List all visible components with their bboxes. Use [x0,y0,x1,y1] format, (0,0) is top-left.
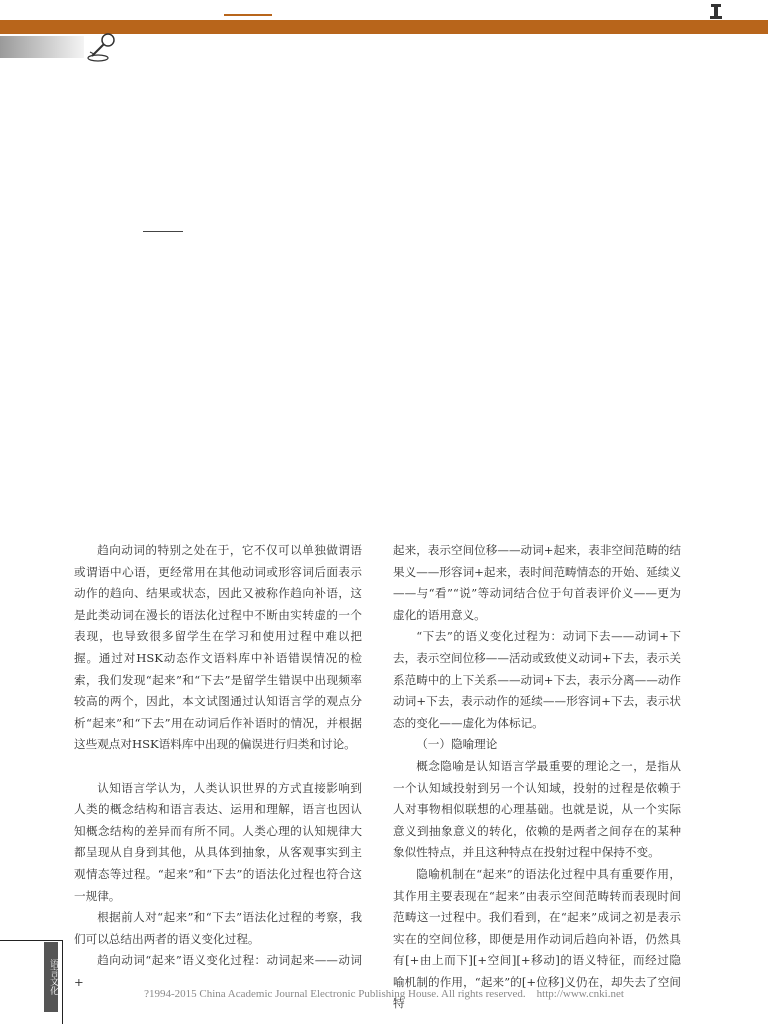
paragraph: 认知语言学认为，人类认识世界的方式直接影响到人类的概念结构和语言表达、运用和理解，语言也因认知概念结构的差异而有所不同。人类心理的认知规律大都呈现从自身到其他，从具体到抽象，从客观事实到主观情态等过程。“起来”和“下去”的语法化过程也符合这一规律。 [74,780,362,903]
paragraph: 趋向动词“起来”语义变化过程：动词起来——动词+ [74,953,362,989]
header-accent-line [224,14,272,16]
paragraph: 起来，表示空间位移——动词+起来，表非空间范畴的结果义——形容词+起来，表时间范畴情态的开始、延续义——与“看”“说”等动词结合位于句首表评价义——更为虚化的语用意义。 [393,543,681,622]
paragraph: 隐喻机制在“起来”的语法化过程中具有重要作用，其作用主要表现在“起来”由表示空间范畴转而表现时间范畴这一过程中。我们看到，在“起来”成词之初是表示实在的空间位移，即便是用作动词后趋向补语，仍然具有[+由上而下][+空间][+移动]的语义特征，而经过隐喻机制的作用，“起来”的[+位移]义仍在，却失去了空间特 [393,866,681,1011]
paragraph: 概念隐喻是认知语言学最重要的理论之一，是指从一个认知域投射到另一个认知域，投射的过程是依赖于人对事物相似联想的心理基础。也就是说，从一个实际意义到抽象意义的转化，依赖的是两者之间存在的某种象似性特点，并且这种特点在投射过程中保持不变。 [393,758,681,860]
page-ornament-icon [708,2,724,20]
copyright-footer: ?1994-2015 China Academic Journal Electronic Publishing House. All rights reserved. http://www.cnki.net [144,988,624,1000]
article-right-column [393,540,681,1015]
section-tab [0,36,84,58]
section-heading: （一）隐喻理论 [416,737,498,752]
margin-rule-top [0,940,62,941]
paragraph: “下去”的语义变化过程为：动词下去——动词+下去，表示空间位移——活动或致使义动词+下去，表示关系范畴中的上下关系——动词+下去，表示分离——动作动词+下去，表示动作的延续——形容词+下去，表示状态的变化——虚化为体标记。 [393,629,681,730]
paragraph: 根据前人对“起来”和“下去”语法化过程的考察，我们可以总结出两者的语义变化过程。 [74,910,362,946]
title-divider [143,231,183,232]
microphone-logo-icon [84,32,120,64]
margin-rule [62,940,63,1024]
column-stamp: 语言文化 [44,942,58,1012]
article-left-column [74,540,362,993]
paragraph: 趋向动词的特别之处在于，它不仅可以单独做谓语或谓语中心语，更经常用在其他动词或形容词后面表示动作的趋向、结果或状态，因此又被称作趋向补语，这是此类动词在漫长的语法化过程中不断由实转虚的一个表现，也导致很多留学生在学习和使用过程中难以把握。通过对HSK动态作文语料库中补语错误情况的检索，我们发现“起来”和“下去”是留学生错误中出现频率较高的两个，因此，本文试图通过认知语言学的观点分析“起来”和“下去”用在动词后作补语时的情况，并根据这些观点对HSK语料库中出现的偏误进行归类和讨论。 [74,543,362,752]
